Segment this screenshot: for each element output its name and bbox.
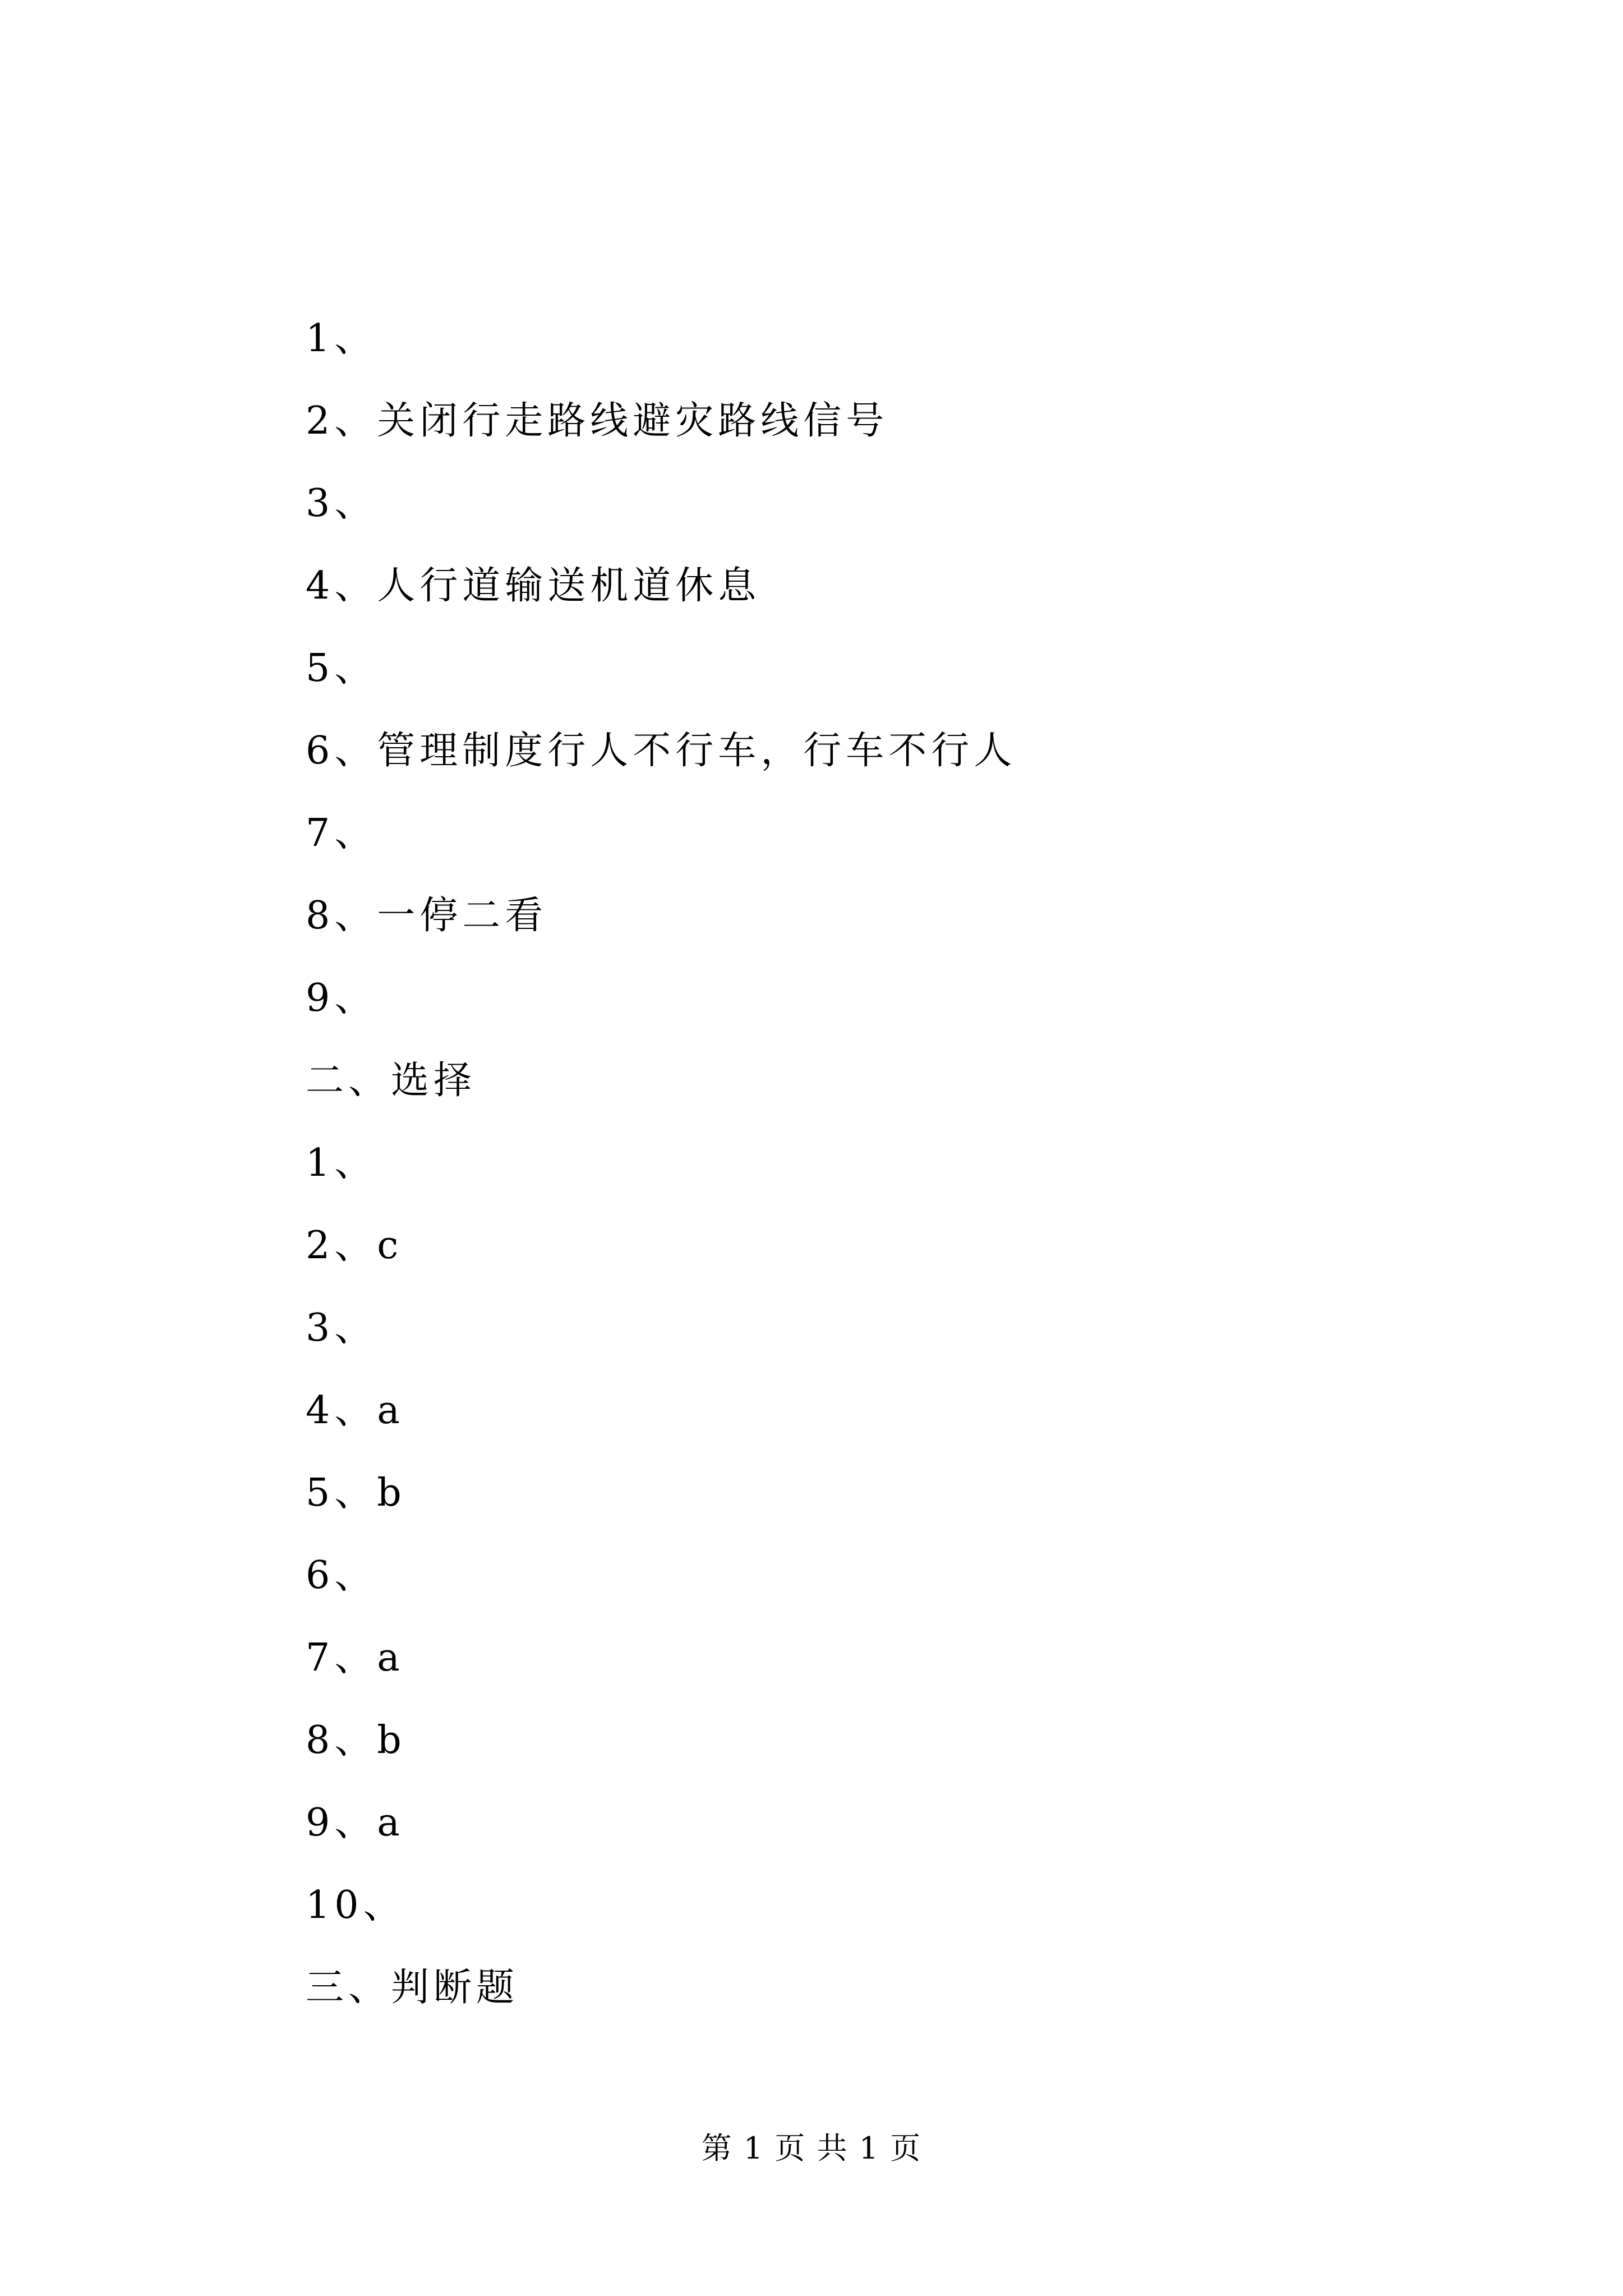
section-heading-judgment: 三、判断题 (306, 1966, 519, 2010)
answer-line: 3、 (306, 1306, 377, 1350)
answer-line: 8、b (306, 1718, 406, 1763)
answer-line: 9、a (306, 1801, 404, 1845)
section-heading-choice: 二、选择 (306, 1059, 477, 1103)
answer-list (306, 297, 1016, 2029)
answer-line: 7、 (306, 811, 377, 855)
answer-line: 3、 (306, 481, 377, 526)
answer-line: 8、一停二看 (306, 894, 548, 938)
page-footer: 第 1 页 共 1 页 (701, 2131, 922, 2166)
answer-line: 7、a (306, 1636, 404, 1680)
answer-line: 4、人行道输送机道休息 (306, 564, 761, 608)
answer-line: 2、c (306, 1223, 403, 1268)
answer-line: 1、 (306, 316, 377, 361)
answer-line: 9、 (306, 976, 377, 1020)
answer-line: 4、a (306, 1388, 404, 1433)
answer-line: 2、关闭行走路线避灾路线信号 (306, 399, 889, 443)
answer-line: 6、 (306, 1553, 377, 1598)
answer-line: 1、 (306, 1141, 377, 1185)
answer-line: 6、管理制度行人不行车，行车不行人 (306, 729, 1017, 773)
answer-line: 5、 (306, 646, 377, 691)
answer-line: 5、b (306, 1471, 406, 1515)
answer-line: 10、 (306, 1883, 406, 1927)
